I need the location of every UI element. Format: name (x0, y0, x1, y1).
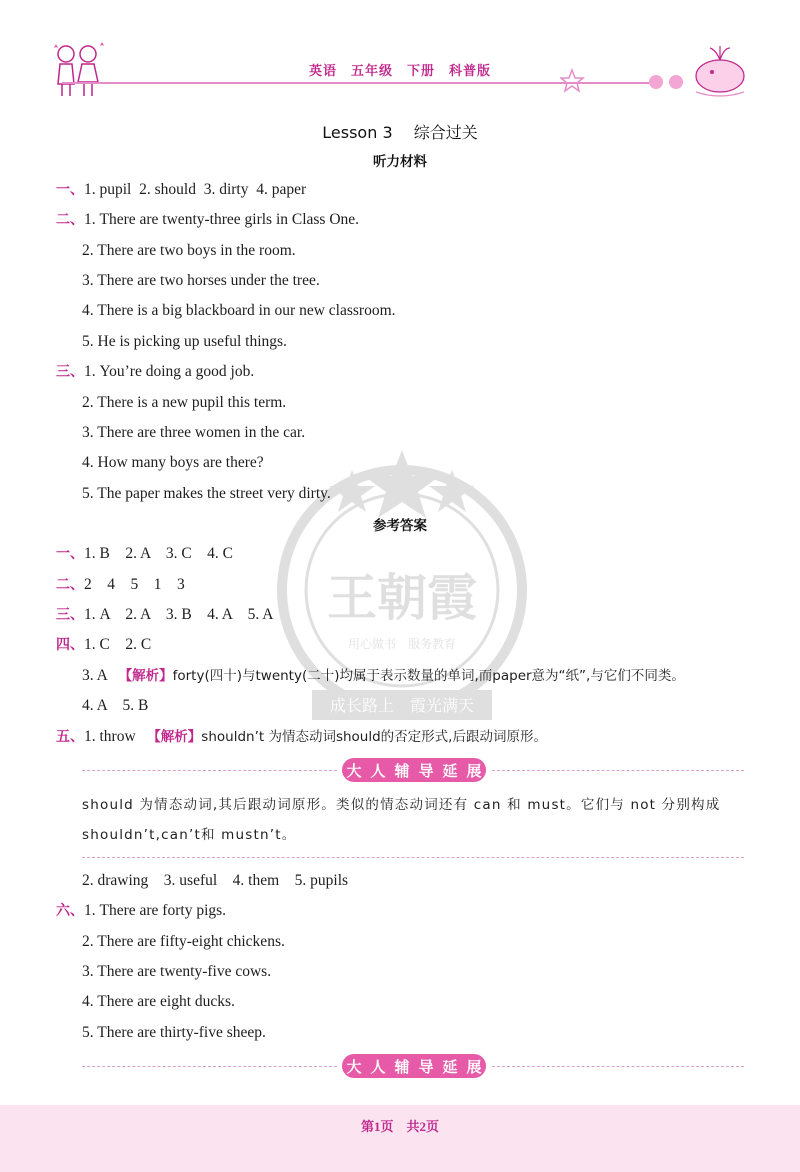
extension-banner (82, 758, 744, 784)
lesson-title: Lesson 3 综合过关 (322, 123, 478, 142)
list-item: 5. He is picking up useful things. (82, 333, 287, 350)
extension-badge: 大 人 辅 导 延 展 (342, 758, 486, 782)
list-item: 5. The paper makes the street very dirty. (82, 485, 331, 502)
whale-illustration-icon (690, 42, 750, 98)
list-item: 2. There are two boys in the room. (82, 242, 296, 259)
answer-4-explanation: 3. A 【解析】forty(四十)与twenty(二十)均属于表示数量的单词,而paper意为“纸”,与它们不同类。 (82, 667, 685, 684)
header-title: 英语 五年级 下册 科普版 (308, 63, 491, 78)
listening-title: 听力材料 (373, 154, 427, 170)
extension-banner-bottom (82, 1054, 744, 1080)
list-item: 5. There are thirty-five sheep. (82, 1024, 266, 1041)
answer-section-1: 一、1. B 2. A 3. C 4. C (56, 545, 233, 562)
extension-divider (82, 857, 744, 858)
answer-section-5: 五、1. throw 【解析】shouldn’t 为情态动词should的否定形式,后跟动词原形。 (56, 728, 547, 745)
listening-section-1: 一、1. pupil 2. should 3. dirty 4. paper (56, 181, 307, 198)
list-item: 4. How many boys are there? (82, 454, 264, 471)
extension-text: should 为情态动词,其后跟动词原形。类似的情态动词还有 can 和 must。它们与 not 分别构成 shouldn’t,can’t和 mustn’t。 (82, 797, 721, 843)
list-item: 4. There is a big blackboard in our new classroom. (82, 302, 396, 319)
list-item: 3. There are twenty-five cows. (82, 963, 272, 980)
list-item: 4. There are eight ducks. (82, 993, 235, 1010)
list-item: 2. drawing 3. useful 4. them 5. pupils (82, 872, 349, 889)
list-item: 3. There are three women in the car. (82, 424, 306, 441)
watermark-slogan: 用心做书 服务教育 (347, 637, 457, 651)
answer-section-2: 二、2 4 5 1 3 (56, 576, 185, 593)
answer-section-3: 三、1. A 2. A 3. B 4. A 5. A (56, 606, 274, 623)
list-item: 2. There are fifty-eight chickens. (82, 933, 285, 950)
watermark-motto: 成长路上 霞光满天 (329, 696, 475, 715)
page-header (0, 0, 800, 110)
watermark-brand: 王朝霞 (327, 568, 477, 627)
page-number: 第1页 共2页 (360, 1119, 439, 1134)
list-item: 2. There is a new pupil this term. (82, 394, 287, 411)
list-item: 4. A 5. B (82, 697, 149, 714)
answers-title: 参考答案 (373, 518, 427, 534)
extension-badge: 大 人 辅 导 延 展 (342, 1054, 486, 1078)
header-star-dots-icon (560, 68, 690, 96)
kids-illustration-icon (48, 40, 108, 102)
listening-section-3: 三、1. You’re doing a good job. (56, 363, 255, 380)
answer-section-6: 六、1. There are forty pigs. (56, 902, 227, 919)
list-item: 3. There are two horses under the tree. (82, 272, 320, 289)
answer-section-4: 四、1. C 2. C (56, 636, 152, 653)
listening-section-2: 二、1. There are twenty-three girls in Class One. (56, 211, 360, 228)
